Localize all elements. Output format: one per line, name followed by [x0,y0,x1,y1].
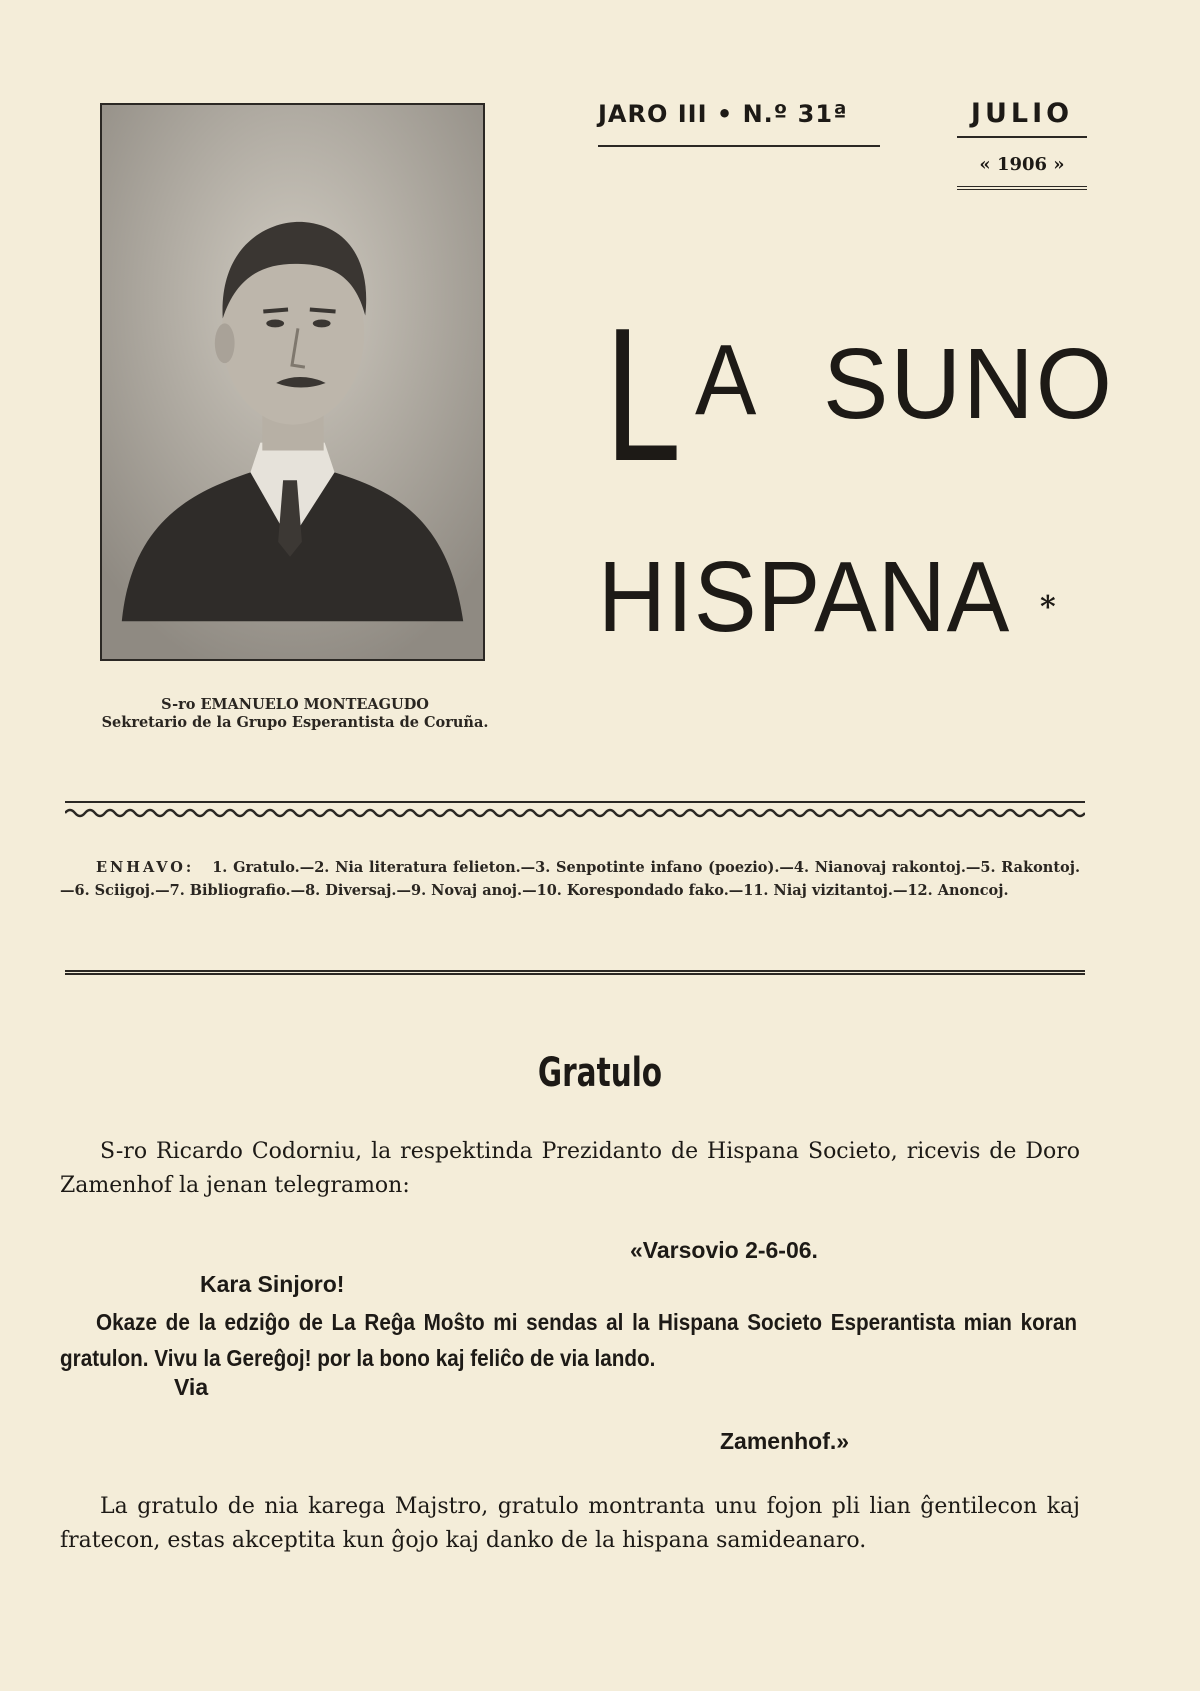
issue-number: JARO III • N.º 31ª [598,100,848,128]
title-a: A [695,324,761,436]
title-star: * [1040,590,1056,625]
article-intro: S-ro Ricardo Codorniu, la respektinda Prezidanto de Hispana Societo, ricevis de Doro Zamenhof la jenan telegramon: [60,1139,1080,1198]
caption-role: Sekretario de la Grupo Esperantista de Coruña. [101,714,489,731]
contents-rule [65,970,1085,975]
telegram-body: Okaze de la edziĝo de La Reĝa Moŝto mi sendas al la Hispana Societo Esperantista mian koran gratulon. Vivu la Gereĝoj! por la bono kaj feliĉo de via lando. [60,1309,1077,1371]
title-initial: L [605,289,680,501]
caption-name: S-ro EMANUELO MONTEAGUDO [161,696,429,713]
contents-label: ENHAVO: [96,859,195,876]
table-of-contents [60,856,1080,902]
issue-year: « 1906 » [979,154,1065,175]
telegram-dateline: «Varsovio 2-6-06. [630,1237,818,1263]
title-suno: SUNO [823,328,1114,440]
title-line-2: HISPANA [598,541,1011,653]
title-line-1 [605,289,1114,501]
telegram-via: Via [174,1374,209,1400]
year-rule [957,186,1087,190]
portrait-illustration [102,105,483,659]
contents-text: 1. Gratulo.—2. Nia literatura felieton.—3. Senpotinte infano (poezio).—4. Nianovaj rakontoj.—5. Rakontoj.—6. Sciigoj.—7. Bibliografio.—8. Diversaj.—9. Novaj anoj.—10. Korespondado fako.—11. Niaj vizitantoj.—12. Anoncoj. [60,859,1080,899]
issue-rule [598,145,880,147]
wavy-rule [65,799,1085,819]
article-closing: La gratulo de nia karega Majstro, gratulo montranta unu fojon pli lian ĝentilecon kaj fratecon, estas akceptita kun ĝojo kaj danko de la hispana samideanaro. [60,1494,1080,1553]
telegram-signature: Zamenhof.» [720,1428,850,1454]
telegram-salutation: Kara Sinjoro! [200,1271,345,1297]
portrait-photo [100,103,485,661]
month-rule [957,136,1087,138]
issue-month: JULIO [970,98,1074,129]
portrait-caption [60,696,530,732]
article-heading: Gratulo [537,1050,663,1096]
